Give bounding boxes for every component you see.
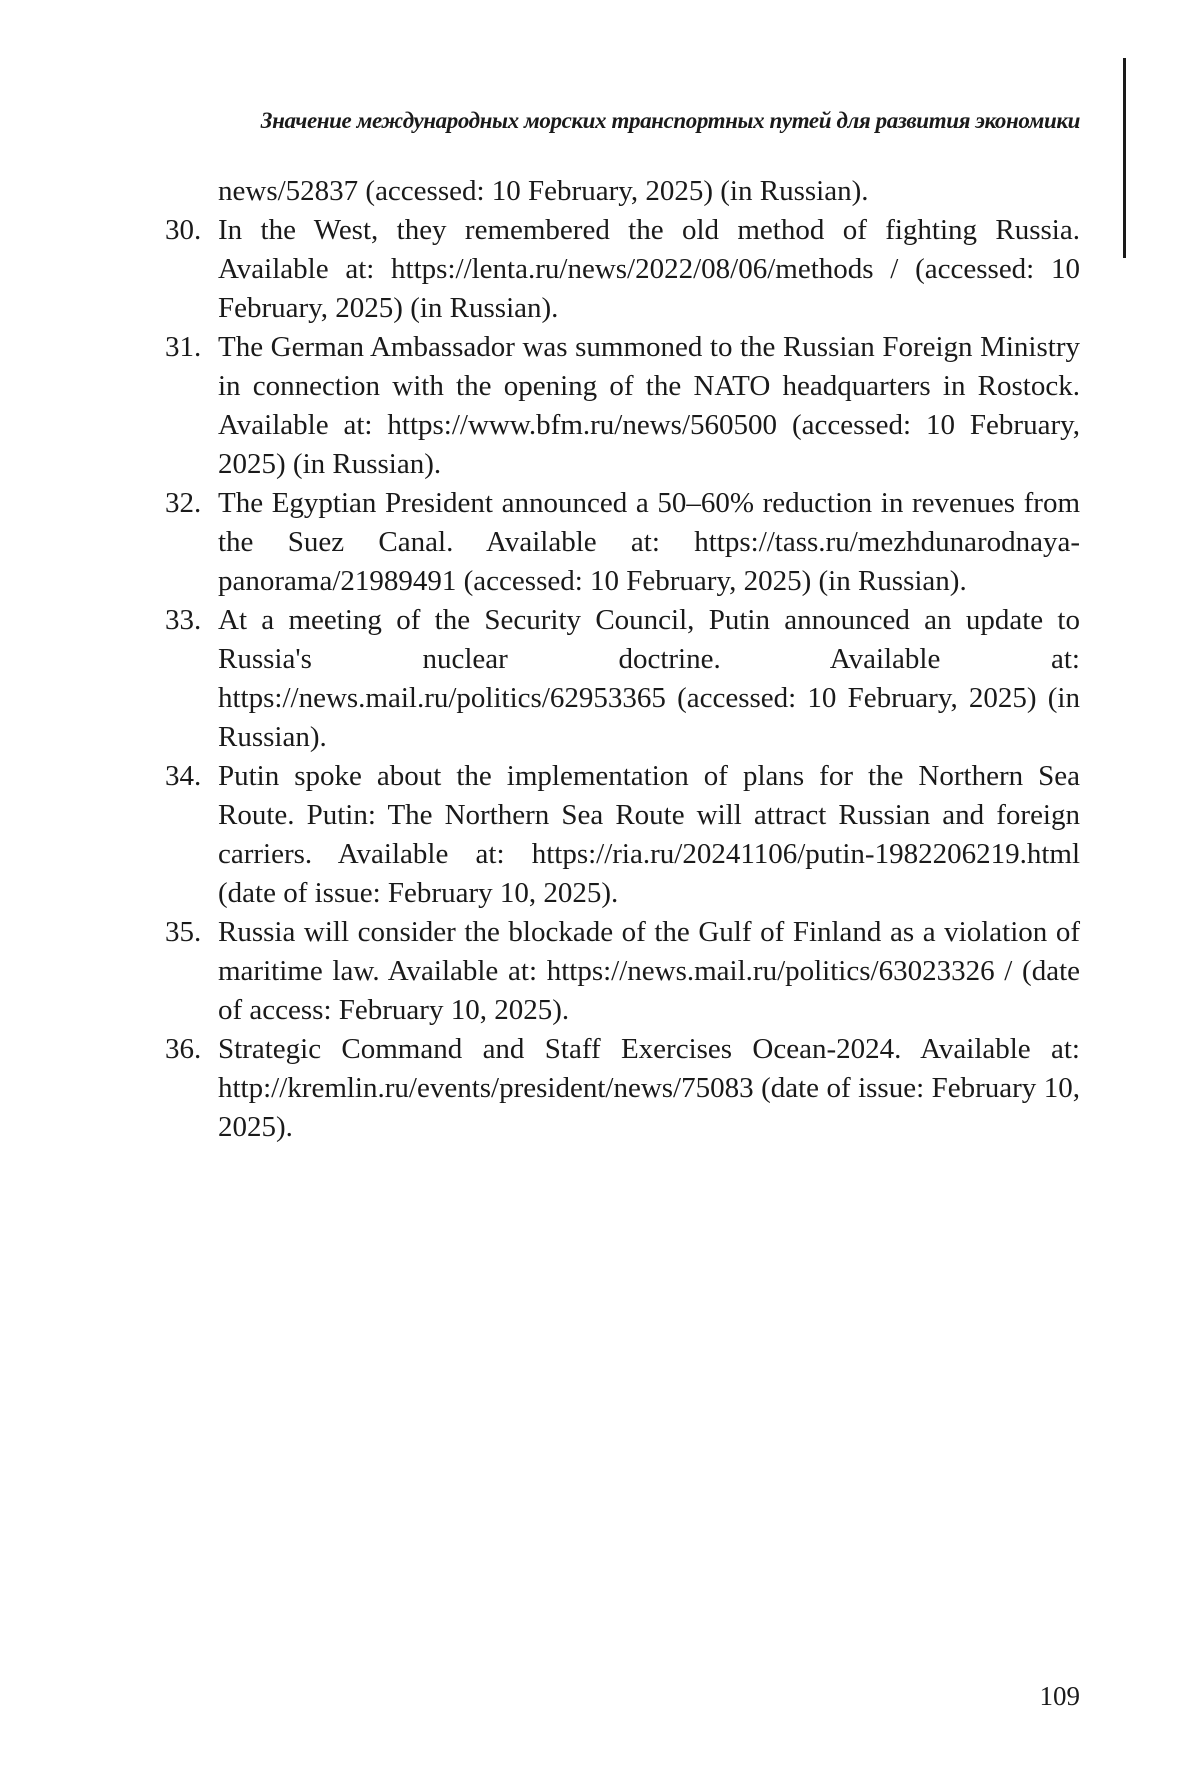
reference-item (150, 913, 1080, 1030)
page-number: 109 (1040, 1681, 1081, 1712)
reference-number: 32. (150, 484, 218, 523)
reference-text: At a meeting of the Security Council, Putin announced an update to Russia's nuclear doctrine. Available at: https://news.mail.ru/politics/62953365 (accessed: 10 February, 2025) (in Russian). (218, 601, 1080, 757)
reference-number: 36. (150, 1030, 218, 1069)
reference-text: Strategic Command and Staff Exercises Ocean-2024. Available at: http://kremlin.ru/events/president/news/75083 (date of issue: February 10, 2025). (218, 1030, 1080, 1147)
reference-text: Putin spoke about the implementation of plans for the Northern Sea Route. Putin: The Northern Sea Route will attract Russian and foreign carriers. Available at: https://ria.ru/20241106/putin-1982206219.html (date of issue: February 10, 2025). (218, 757, 1080, 913)
reference-number: 34. (150, 757, 218, 796)
running-header: Значение международных морских транспортных путей для развития экономики (150, 108, 1080, 134)
reference-list (150, 172, 1080, 1147)
reference-item (150, 1030, 1080, 1147)
margin-rule (1123, 58, 1126, 258)
reference-item (150, 484, 1080, 601)
reference-text: Russia will consider the blockade of the Gulf of Finland as a violation of maritime law. Available at: https://news.mail.ru/politics/63023326 / (date of access: February 10, 2025). (218, 913, 1080, 1030)
reference-text: In the West, they remembered the old method of fighting Russia. Available at: https://lenta.ru/news/2022/08/06/methods / (accessed: 10 February, 2025) (in Russian). (218, 211, 1080, 328)
reference-item (150, 211, 1080, 328)
reference-number: 31. (150, 328, 218, 367)
reference-item (150, 757, 1080, 913)
reference-number: 30. (150, 211, 218, 250)
reference-text: The Egyptian President announced a 50–60% reduction in revenues from the Suez Canal. Available at: https://tass.ru/mezhdunarodnaya-panorama/21989491 (accessed: 10 February, 2025) (in Russian). (218, 484, 1080, 601)
reference-number: 35. (150, 913, 218, 952)
reference-continuation: news/52837 (accessed: 10 February, 2025) (in Russian). (150, 172, 1080, 211)
reference-text: The German Ambassador was summoned to the Russian Foreign Ministry in connection with the opening of the NATO headquarters in Rostock. Available at: https://www.bfm.ru/news/560500 (accessed: 10 February, 2025) (in Russian). (218, 328, 1080, 484)
reference-item (150, 601, 1080, 757)
reference-item (150, 328, 1080, 484)
reference-number: 33. (150, 601, 218, 640)
document-page (0, 0, 1200, 1780)
